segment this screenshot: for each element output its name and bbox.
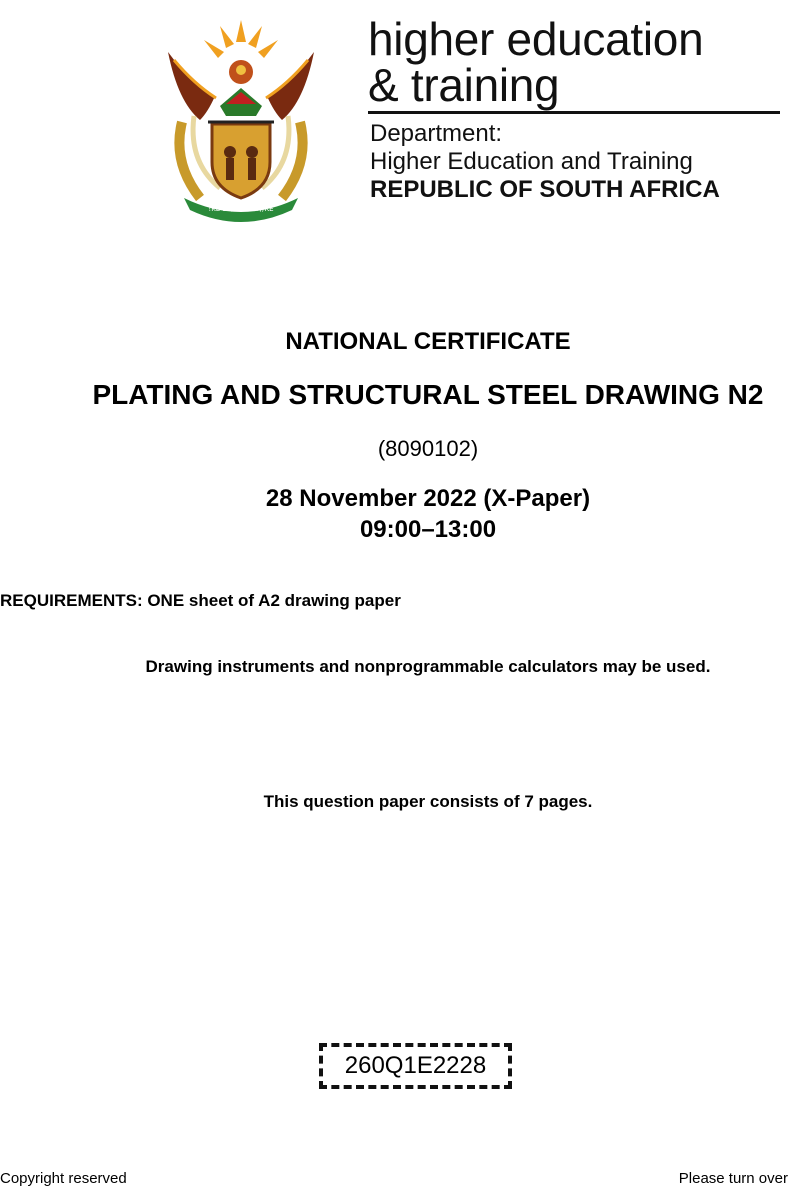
subject-code: (8090102) [377,436,479,461]
instructions: Drawing instruments and nonprogrammable calculators may be used. [145,657,711,676]
department-label: Department: [370,120,503,147]
certificate-title: NATIONAL CERTIFICATE [285,328,571,355]
sun-rays [204,20,278,58]
brand-line-1: higher education [368,13,704,65]
exam-date: 28 November 2022 (X-Paper) [265,485,591,512]
country-name: REPUBLIC OF SOUTH AFRICA [370,176,720,203]
coat-of-arms-icon [160,12,322,224]
subject-title: PLATING AND STRUCTURAL STEEL DRAWING N2 [92,379,764,410]
footer-copyright: Copyright reserved [0,1170,127,1187]
exam-time: 09:00–13:00 [359,516,497,543]
brand-line-2: & training [368,59,560,111]
footer-turn-over: Please turn over [678,1170,788,1187]
pages-note: This question paper consists of 7 pages. [263,792,593,811]
motto-text: !KE E: /XARRA //KE [208,205,274,213]
brand-divider [368,111,780,114]
paper-code: 260Q1E2228 [344,1052,487,1079]
shield [212,124,270,198]
requirements: REQUIREMENTS: ONE sheet of A2 drawing paper [0,591,401,610]
department-name: Higher Education and Training [370,148,693,175]
paper-code-box [319,1043,512,1089]
